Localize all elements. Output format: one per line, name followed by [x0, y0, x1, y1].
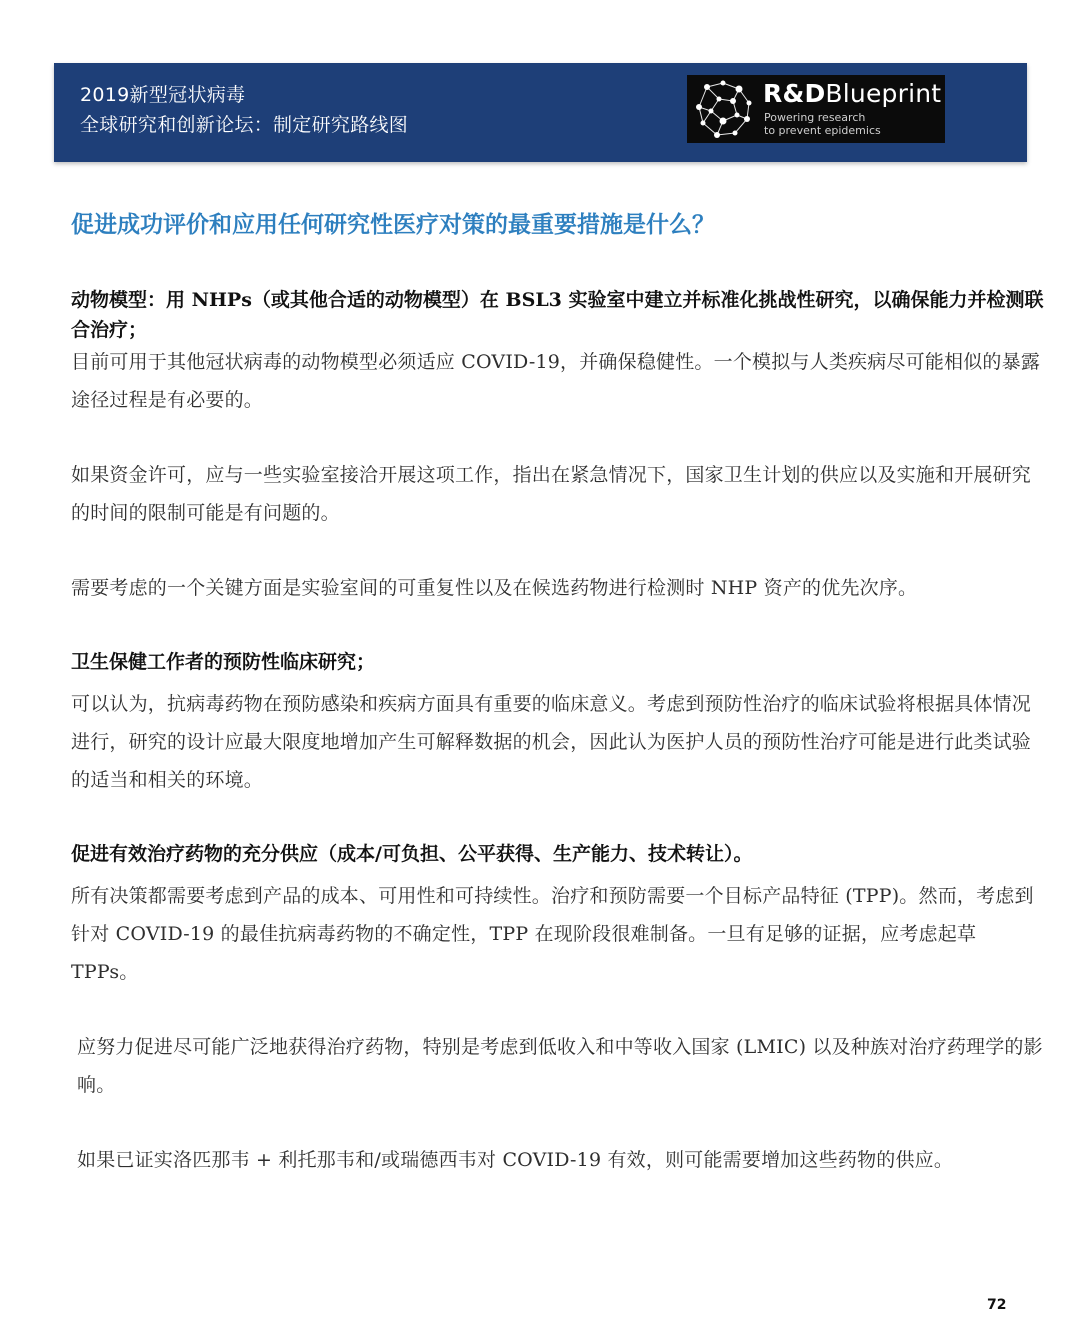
page-number: 72: [987, 1297, 1007, 1313]
rd-blueprint-logo: [687, 75, 945, 143]
section-paragraph: 所有决策都需要考虑到产品的成本、可用性和可持续性。治疗和预防需要一个目标产品特征 (TPP)。然而，考虑到针对 COVID-19 的最佳抗病毒药物的不确定性，TPP 在现阶段很难制备。一旦有足够的证据，应考虑起草 TPPs。: [71, 885, 1034, 983]
section-paragraph: 需要考虑的一个关键方面是实验室间的可重复性以及在候选药物进行检测时 NHP 资产的优先次序。: [71, 577, 918, 599]
section-subheading-health-workers: 卫生保健工作者的预防性临床研究；: [71, 651, 376, 673]
molecule-network-icon: [693, 77, 757, 141]
section-subheading-drug-supply: 促进有效治疗药物的充分供应（成本/可负担、公平获得、生产能力、技术转让）。: [71, 843, 753, 865]
section-paragraph: 可以认为，抗病毒药物在预防感染和疾病方面具有重要的临床意义。考虑到预防性治疗的临床试验将根据具体情况进行，研究的设计应最大限度地增加产生可解释数据的机会，因此认为医护人员的预防性治疗可能是进行此类试验的适当和相关的环境。: [71, 693, 1032, 791]
section-subheading-animal-models: 动物模型：用 NHPs（或其他合适的动物模型）在 BSL3 实验室中建立并标准化挑战性研究，以确保能力并检测联合治疗；: [71, 289, 1044, 341]
logo-wordmark-bold: R&D: [763, 79, 826, 108]
section-paragraph: 如果已证实洛匹那韦 + 利托那韦和/或瑞德西韦对 COVID-19 有效，则可能需要增加这些药物的供应。: [77, 1149, 954, 1171]
logo-wordmark: [763, 79, 941, 109]
logo-tagline: [764, 111, 881, 137]
logo-wordmark-regular: Blueprint: [825, 79, 942, 108]
document-title-line1: 2019新型冠状病毒: [80, 84, 246, 106]
document-title: [80, 80, 408, 140]
header-banner: [54, 63, 1027, 162]
logo-tagline-line2: to prevent epidemics: [764, 124, 881, 137]
logo-tagline-line1: Powering research: [764, 111, 866, 124]
section-paragraph: 目前可用于其他冠状病毒的动物模型必须适应 COVID-19，并确保稳健性。一个模拟与人类疾病尽可能相似的暴露途径过程是有必要的。: [71, 351, 1041, 411]
section-paragraph: 如果资金许可，应与一些实验室接洽开展这项工作，指出在紧急情况下，国家卫生计划的供应以及实施和开展研究的时间的限制可能是有问题的。: [71, 464, 1032, 524]
section-paragraph: 应努力促进尽可能广泛地获得治疗药物，特别是考虑到低收入和中等收入国家 (LMIC) 以及种族对治疗药理学的影响。: [77, 1036, 1043, 1096]
page-heading: 促进成功评价和应用任何研究性医疗对策的最重要措施是什么？: [71, 212, 715, 238]
document-title-line2: 全球研究和创新论坛：制定研究路线图: [80, 114, 409, 136]
